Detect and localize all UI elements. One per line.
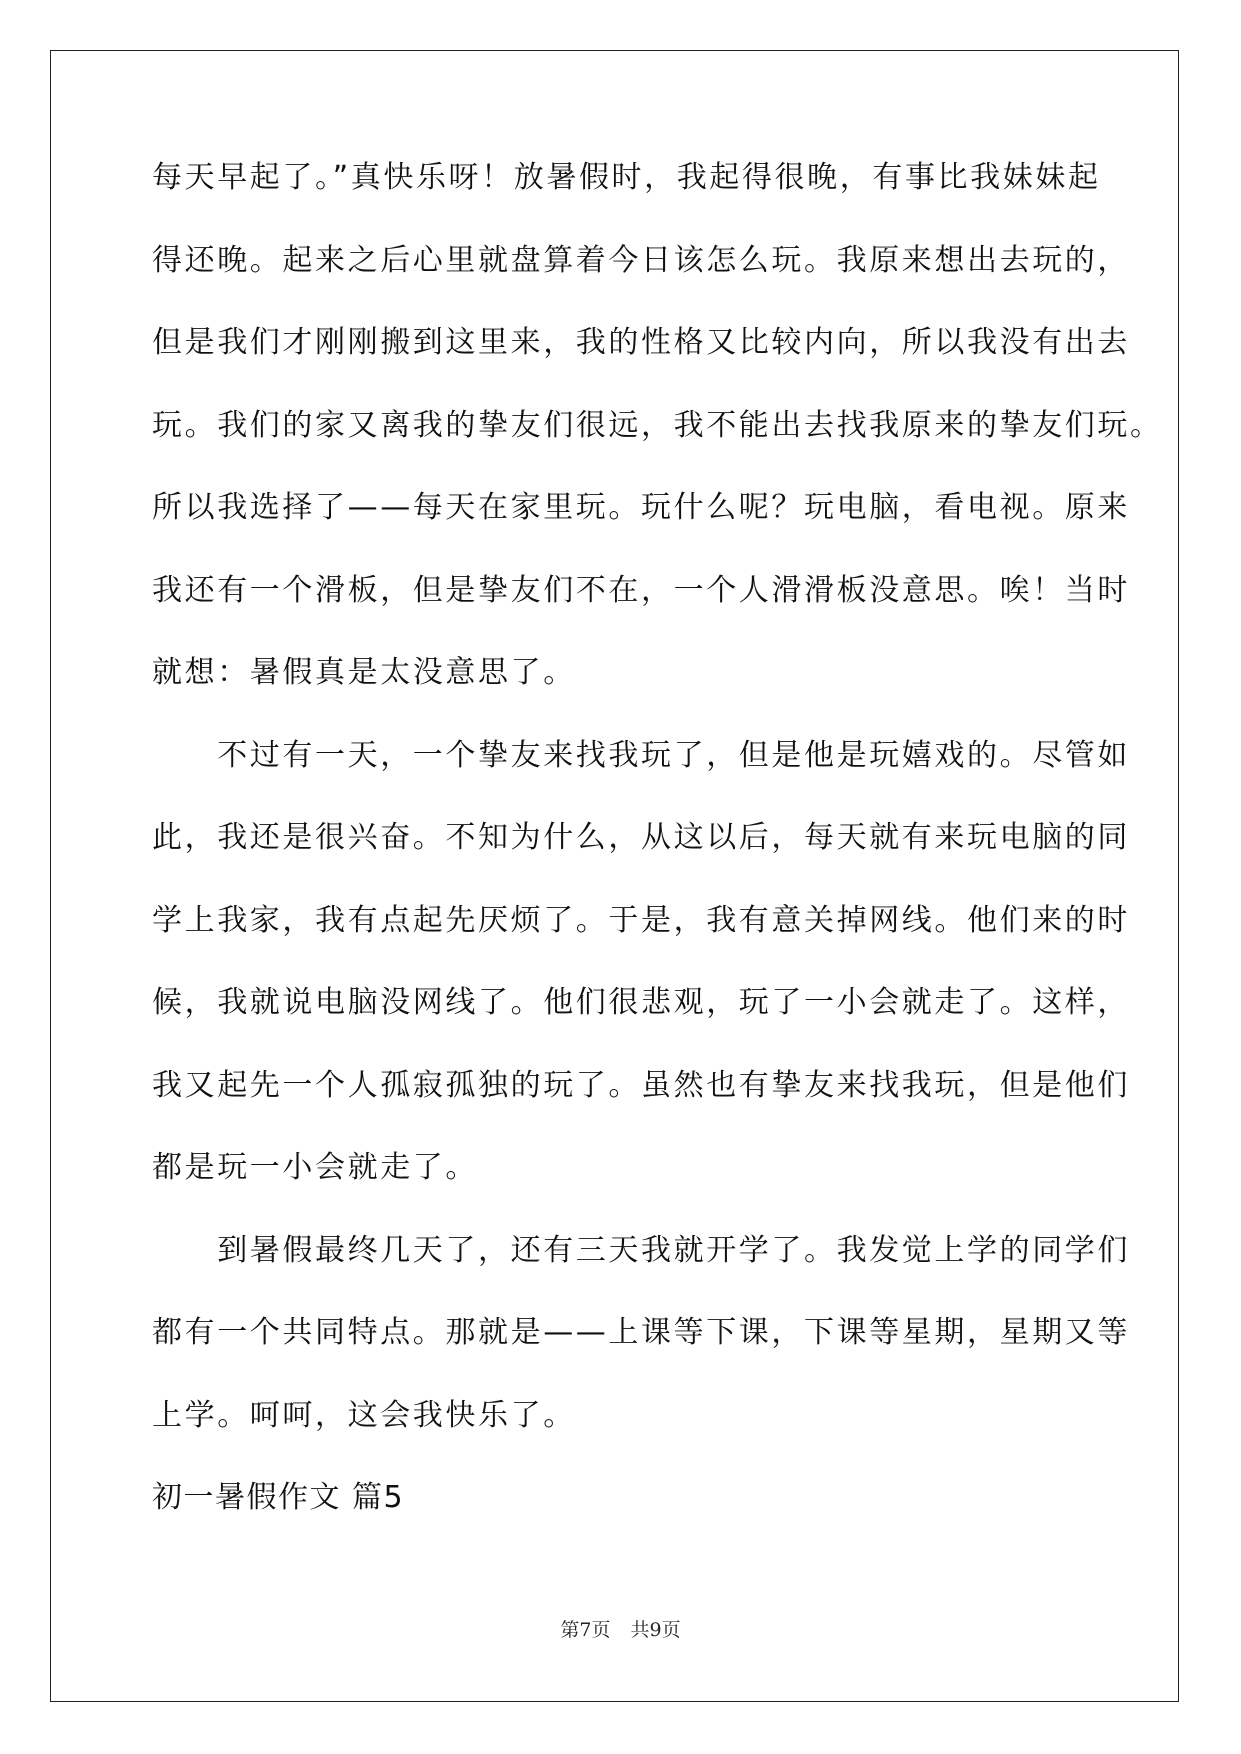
section-heading: 初一暑假作文 篇5: [152, 1480, 405, 1515]
text-line: 学上我家，我有点起先厌烦了。于是，我有意关掉网线。他们来的时: [152, 902, 1130, 938]
text-line: 都是玩一小会就走了。: [152, 1150, 478, 1185]
text-line: 得还晚。起来之后心里就盘算着今日该怎么玩。我原来想出去玩的，: [152, 242, 1130, 278]
text-line: 玩。我们的家又离我的挚友们很远，我不能出去找我原来的挚友们玩。: [152, 407, 1163, 443]
page-number-total: 共9页: [630, 1619, 681, 1641]
text-line: 到暑假最终几天了，还有三天我就开学了。我发觉上学的同学们: [152, 1232, 1130, 1268]
text-line: 都有一个共同特点。那就是——上课等下课，下课等星期，星期又等: [152, 1315, 1130, 1350]
text-line: 我又起先一个人孤寂孤独的玩了。虽然也有挚友来找我玩，但是他们: [152, 1067, 1130, 1103]
text-line: 就想：暑假真是太没意思了。: [152, 655, 576, 690]
text-line: 每天早起了。”真快乐呀！放暑假时，我起得很晚，有事比我妹妹起: [152, 160, 1101, 195]
text-line: 所以我选择了——每天在家里玩。玩什么呢？玩电脑，看电视。原来: [152, 490, 1130, 525]
text-line: 上学。呵呵，这会我快乐了。: [152, 1397, 576, 1433]
text-line: 候，我就说电脑没网线了。他们很悲观，玩了一小会就走了。这样，: [152, 985, 1130, 1020]
page-number-current: 第7页: [560, 1619, 611, 1641]
text-line: 此，我还是很兴奋。不知为什么，从这以后，每天就有来玩电脑的同: [152, 820, 1130, 855]
text-line: 但是我们才刚刚搬到这里来，我的性格又比较内向，所以我没有出去: [152, 325, 1130, 360]
document-body: [152, 160, 1163, 1566]
page-footer: [0, 1615, 1241, 1642]
text-line: 我还有一个滑板，但是挚友们不在，一个人滑滑板没意思。唉！当时: [152, 572, 1130, 608]
text-line: 不过有一天，一个挚友来找我玩了，但是他是玩嬉戏的。尽管如: [152, 737, 1130, 773]
